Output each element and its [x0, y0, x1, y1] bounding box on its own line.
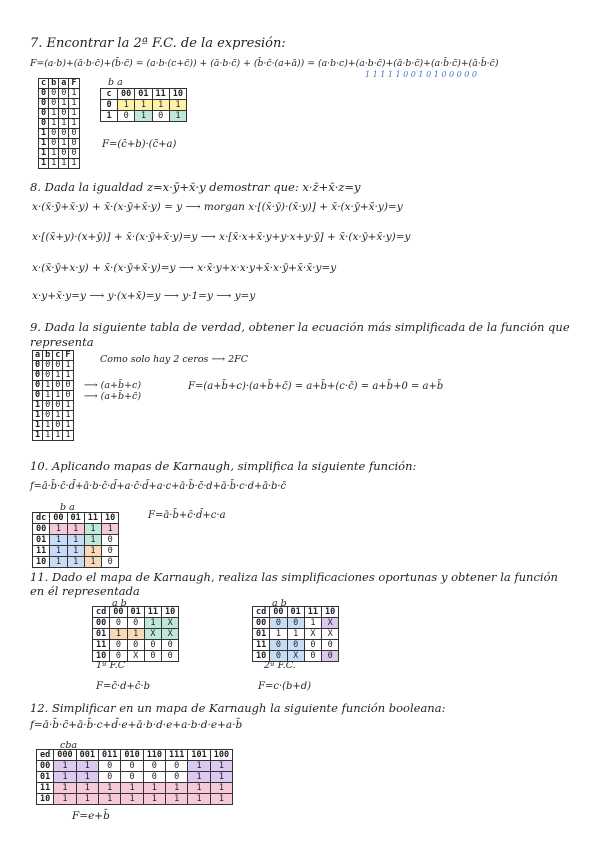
p12-kmap-cell: 1: [76, 772, 98, 783]
p9-truth-header-row: [33, 351, 74, 361]
p12-kmap-cell: 0: [143, 761, 165, 772]
p12-kmap-cell: 1: [121, 794, 143, 805]
p11-title: 11. Dado el mapa de Karnaugh, realiza las simplificaciones oportunas y obtener la función en él representada: [30, 570, 558, 598]
p10-kmap-cell: 1: [50, 546, 67, 557]
p10-result: F=ā·b̄+c̄·d̄+c·a: [148, 510, 226, 521]
p9-truth-cell: 1: [33, 421, 43, 431]
p7-result: F=(c̄+b)·(c̄+a): [102, 139, 177, 150]
p11-kmap1-cell: X: [162, 629, 179, 640]
p11-kmap2-cell: 0: [322, 651, 339, 662]
p10-title: 10. Aplicando mapas de Karnaugh, simplifica la siguiente función:: [30, 459, 417, 473]
p7-truth-cell: 1: [49, 149, 59, 159]
p7-truth-cell: 0: [59, 129, 69, 139]
p10-kmap-cell: 1: [102, 524, 119, 535]
p9-truth-cell: 0: [53, 361, 63, 371]
p12-kmap-cell: 1: [210, 783, 232, 794]
p9-arrow-1: ⟶ (a+b̄+c): [84, 380, 142, 391]
p9-truth-row: [33, 401, 74, 411]
p7-truth-table: [38, 78, 80, 169]
p7-truth-cell: 0: [59, 89, 69, 99]
p7-truth-cell: 0: [39, 109, 49, 119]
p10-kmap-row: [33, 546, 119, 557]
p11-kmap2-header-cell: 01: [287, 607, 304, 618]
p12-kmap-cell: 11: [37, 783, 54, 794]
p11-kmap1-cell: 0: [127, 640, 144, 651]
p12-kmap-header-cell: 011: [98, 750, 120, 761]
p7-truth-cell: 1: [49, 109, 59, 119]
p7-kmap-cell: 0: [101, 100, 118, 111]
p11-label-2: 2ª F.C.: [264, 660, 296, 671]
p12-kmap-cell: 1: [188, 772, 210, 783]
p10-kmap-row: [33, 524, 119, 535]
p9-truth-cell: 1: [63, 361, 73, 371]
p12-kmap-cell: 0: [98, 761, 120, 772]
p7-truth-header-cell: F: [69, 79, 79, 89]
p11-kmap2-cell: 01: [253, 629, 270, 640]
p7-kmap-top-label: b a: [108, 77, 123, 88]
p7-truth-row: [39, 129, 80, 139]
p9-truth-cell: 1: [43, 391, 53, 401]
p9-truth-cell: 0: [53, 381, 63, 391]
p12-kmap-header-cell: 000: [54, 750, 76, 761]
p9-truth-cell: 0: [33, 361, 43, 371]
p10-kmap-cell: 1: [84, 535, 101, 546]
p12-kmap-cell: 0: [166, 772, 188, 783]
p11-map2-top-label: a b: [272, 598, 287, 609]
p9-truth-cell: 0: [43, 361, 53, 371]
p9-truth-cell: 0: [43, 371, 53, 381]
p12-kmap-cell: 1: [98, 783, 120, 794]
p7-truth-cell: 0: [39, 89, 49, 99]
p9-truth-table: [32, 350, 74, 441]
p12-kmap-cell: 10: [37, 794, 54, 805]
p7-truth-cell: 0: [59, 109, 69, 119]
p9-truth-row: [33, 421, 74, 431]
p11-kmap2-cell: X: [287, 651, 304, 662]
p9-truth-row: [33, 391, 74, 401]
p8-line-4: x·y+x̄·y=y ⟶ y·(x+x̄)=y ⟶ y·1=y ⟶ y=y: [32, 290, 256, 302]
p7-truth-cell: 0: [39, 119, 49, 129]
p12-kmap-cell: 1: [76, 794, 98, 805]
p10-kmap-cell: 0: [102, 546, 119, 557]
p12-kmap-cell: 1: [121, 783, 143, 794]
p11-kmap1-cell: 0: [110, 651, 127, 662]
p10-kmap-cell: 1: [67, 524, 84, 535]
p11-kmap1-row: [93, 629, 179, 640]
p11-kmap2-cell: 0: [270, 651, 287, 662]
p12-kmap-cell: 1: [188, 761, 210, 772]
p11-kmap2-cell: 0: [270, 640, 287, 651]
p11-kmap1-cell: 0: [144, 651, 161, 662]
p10-kmap-cell: 1: [67, 546, 84, 557]
p11-kmap2-row: [253, 629, 339, 640]
p9-truth-cell: 1: [33, 431, 43, 441]
p7-title: 7. Encontrar la 2ª F.C. de la expresión:: [30, 36, 286, 51]
p10-kmap-cell: 00: [33, 524, 50, 535]
p11-kmap1-row: [93, 618, 179, 629]
p12-kmap-cell: 0: [121, 772, 143, 783]
p11-kmap1-cell: 0: [127, 618, 144, 629]
p9-note: Como solo hay 2 ceros ⟶ 2FC: [100, 354, 248, 365]
p11-kmap2-cell: 0: [304, 651, 321, 662]
p7-truth-cell: 0: [59, 149, 69, 159]
p12-kmap-cell: 1: [188, 783, 210, 794]
p7-truth-cell: 1: [39, 129, 49, 139]
p9-truth-row: [33, 411, 74, 421]
p10-kmap-top-label: b a: [60, 502, 75, 513]
p12-expression: f=ā·b̄·c̄+ā·b̄·c+d̄·e+ā·b·d·e+a·b·d·e+a·b̄: [30, 719, 243, 731]
p7-truth-cell: 0: [69, 139, 79, 149]
p12-kmap-header-cell: ed: [37, 750, 54, 761]
p9-truth-cell: 1: [33, 411, 43, 421]
p7-kmap-header-cell: c: [101, 89, 118, 100]
p12-kmap-row: [37, 783, 233, 794]
p7-truth-row: [39, 109, 80, 119]
p12-kmap-cell: 1: [210, 794, 232, 805]
p11-kmap1-cell: 1: [110, 629, 127, 640]
p9-truth-cell: 1: [53, 431, 63, 441]
p9-truth-cell: 0: [63, 391, 73, 401]
p7-truth-cell: 1: [69, 159, 79, 169]
p10-kmap-header-cell: 11: [84, 513, 101, 524]
p9-title: 9. Dada la siguiente tabla de verdad, obtener la ecuación más simplificada de la función que representa: [30, 320, 570, 349]
p9-truth-cell: 0: [33, 371, 43, 381]
p12-kmap-row: [37, 761, 233, 772]
p12-kmap-cell: 1: [54, 761, 76, 772]
p11-kmap1-cell: 10: [93, 651, 110, 662]
p7-truth-header-cell: c: [39, 79, 49, 89]
p9-truth-row: [33, 381, 74, 391]
p10-kmap-row: [33, 557, 119, 568]
p12-kmap-cell: 1: [143, 783, 165, 794]
p11-kmap2-cell: 0: [322, 640, 339, 651]
p7-minterms: 1 1 1 1 1 0 0 1 0 1 0 0 0 0 0: [365, 70, 477, 79]
p9-truth-cell: 1: [53, 411, 63, 421]
p11-kmap2-cell: 0: [270, 618, 287, 629]
p10-kmap-cell: 1: [50, 524, 67, 535]
p9-truth-cell: 0: [63, 381, 73, 391]
p7-truth-cell: 1: [49, 159, 59, 169]
p11-kmap2-cell: 1: [304, 618, 321, 629]
p11-kmap1-cell: 0: [110, 640, 127, 651]
p9-truth-cell: 1: [53, 371, 63, 381]
p7-kmap-cell: 1: [118, 100, 135, 111]
p9-truth-cell: 1: [63, 411, 73, 421]
p11-kmap1-header-cell: cd: [93, 607, 110, 618]
p8-line-2: x·[(x̄+y)·(x+ȳ)] + x̄·(x·ȳ+x̄·y)=y ⟶ x·[x̄·x+x̄·y+y·x+y·ȳ] + x̄·(x·ȳ+x̄·y)=y: [32, 231, 411, 243]
p12-kmap-cell: 1: [210, 761, 232, 772]
p9-truth-header-cell: F: [63, 351, 73, 361]
p11-kmap2-header-row: [253, 607, 339, 618]
p9-truth-cell: 1: [53, 391, 63, 401]
p10-kmap-header-cell: dc: [33, 513, 50, 524]
p7-kmap-header-cell: 10: [169, 89, 186, 100]
p12-kmap-row: [37, 794, 233, 805]
p12-kmap-cell: 1: [210, 772, 232, 783]
p7-kmap-header-cell: 11: [152, 89, 169, 100]
p7-kmap: [100, 88, 187, 122]
p12-kmap-header-cell: 111: [166, 750, 188, 761]
p7-truth-cell: 0: [49, 129, 59, 139]
p12-kmap-header-cell: 100: [210, 750, 232, 761]
p10-kmap-cell: 1: [50, 557, 67, 568]
p7-truth-row: [39, 119, 80, 129]
p7-truth-cell: 1: [59, 119, 69, 129]
p7-truth-cell: 1: [69, 109, 79, 119]
p12-kmap-cell: 1: [76, 761, 98, 772]
p7-expression: F=(a·b)+(ā·b·c̄)+(b̄·c̄) = (a·b·(c+c̄)) + (ā·b·c̄) + (b̄·c̄·(a+ā)) = (a·b·c)+(a·b·c̄)+(ā·b·c̄)+(a·b̄·c̄)+(ā·b̄·c̄): [30, 58, 499, 69]
p9-truth-cell: 1: [33, 401, 43, 411]
p12-kmap-header-cell: 110: [143, 750, 165, 761]
p7-truth-cell: 1: [59, 99, 69, 109]
p12-kmap-cell: 1: [54, 772, 76, 783]
p7-truth-header-cell: a: [59, 79, 69, 89]
p10-kmap-cell: 1: [50, 535, 67, 546]
p7-truth-header-row: [39, 79, 80, 89]
p10-kmap-cell: 1: [67, 535, 84, 546]
p9-truth-cell: 0: [43, 411, 53, 421]
p11-kmap-2: [252, 606, 339, 662]
p10-kmap: [32, 512, 119, 568]
p11-kmap2-cell: 0: [287, 618, 304, 629]
p10-kmap-cell: 1: [84, 524, 101, 535]
p10-kmap-cell: 1: [67, 557, 84, 568]
p7-kmap-cell: 0: [118, 111, 135, 122]
p11-kmap2-header-cell: 00: [270, 607, 287, 618]
p7-kmap-cell: 1: [135, 111, 152, 122]
p12-kmap-cell: 00: [37, 761, 54, 772]
p9-truth-cell: 0: [53, 421, 63, 431]
p7-truth-cell: 1: [69, 89, 79, 99]
p7-truth-header-cell: b: [49, 79, 59, 89]
p7-truth-cell: 1: [49, 119, 59, 129]
p12-result: F=e+b̄: [72, 810, 110, 822]
p11-kmap1-cell: 0: [162, 651, 179, 662]
p9-truth-cell: 1: [43, 381, 53, 391]
p12-kmap-cell: 1: [98, 794, 120, 805]
p7-truth-cell: 0: [49, 139, 59, 149]
p12-kmap-cell: 0: [121, 761, 143, 772]
p7-truth-cell: 1: [39, 159, 49, 169]
p10-kmap-cell: 1: [84, 546, 101, 557]
p7-truth-cell: 1: [59, 139, 69, 149]
p11-kmap2-header-cell: 10: [322, 607, 339, 618]
p9-truth-row: [33, 371, 74, 381]
p7-truth-cell: 1: [39, 139, 49, 149]
p10-kmap-header-cell: 01: [67, 513, 84, 524]
p11-kmap1-row: [93, 640, 179, 651]
p7-kmap-row: [101, 100, 187, 111]
p11-kmap2-cell: 11: [253, 640, 270, 651]
p9-truth-header-cell: b: [43, 351, 53, 361]
p12-kmap-cell: 01: [37, 772, 54, 783]
p11-map1-top-label: a b: [112, 598, 127, 609]
p11-kmap2-cell: 10: [253, 651, 270, 662]
p9-truth-cell: 0: [53, 401, 63, 411]
p9-truth-header-cell: c: [53, 351, 63, 361]
p11-kmap2-cell: 1: [270, 629, 287, 640]
p9-truth-cell: 1: [63, 421, 73, 431]
p7-truth-row: [39, 149, 80, 159]
p9-truth-cell: 0: [43, 401, 53, 411]
p8-title: 8. Dada la igualdad z=x·ȳ+x̄·y demostrar que: x·z̄+x̄·z=y: [30, 180, 361, 194]
p11-kmap1-cell: X: [127, 651, 144, 662]
p7-kmap-row: [101, 111, 187, 122]
p7-kmap-header-cell: 01: [135, 89, 152, 100]
p7-truth-cell: 0: [49, 89, 59, 99]
p9-truth-cell: 1: [63, 371, 73, 381]
p7-kmap-cell: 1: [101, 111, 118, 122]
p9-arrow-2: ⟶ (a+b̄+c̄): [84, 391, 142, 402]
p8-line-3: x·(x̄·ȳ+x·y) + x̄·(x·ȳ+x̄·y)=y ⟶ x·x̄·y+x·x·y+x̄·x·ȳ+x̄·x̄·y=y: [32, 262, 337, 274]
p12-kmap-header-cell: 010: [121, 750, 143, 761]
p7-truth-cell: 0: [69, 129, 79, 139]
p10-kmap-cell: 0: [102, 557, 119, 568]
p11-kmap1-cell: 0: [162, 640, 179, 651]
p10-kmap-header-cell: 10: [102, 513, 119, 524]
p9-truth-row: [33, 431, 74, 441]
p7-kmap-header-row: [101, 89, 187, 100]
p11-result-2: F=c·(b+d): [258, 681, 312, 692]
p12-kmap-header-cell: 001: [76, 750, 98, 761]
p11-kmap2-cell: 00: [253, 618, 270, 629]
p12-kmap-header-cell: 101: [188, 750, 210, 761]
p11-kmap1-cell: 01: [93, 629, 110, 640]
p7-kmap-header-cell: 00: [118, 89, 135, 100]
p7-truth-row: [39, 139, 80, 149]
p10-expression: f=ā·b̄·c̄·d̄+ā·b·c̄·d̄+a·c̄·d̄+a·c+ā·b̄·c̄·d+ā·b̄·c·d+ā·b·c̄: [30, 481, 287, 492]
p10-kmap-cell: 01: [33, 535, 50, 546]
p12-kmap-cell: 1: [143, 794, 165, 805]
p11-kmap1-cell: 1: [127, 629, 144, 640]
p11-kmap1-header-cell: 10: [162, 607, 179, 618]
p12-kmap-cell: 0: [98, 772, 120, 783]
p8-line-1: x·(x̄·ȳ̄+x̄·y) + x̄·(x·ȳ+x̄·y) = y ⟶ morgan x·[(x̄·ȳ)·(x̄·y)] + x̄·(x·ȳ+x̄·y)=y: [32, 201, 403, 213]
p12-kmap-cell: 0: [166, 761, 188, 772]
p7-truth-cell: 0: [49, 99, 59, 109]
p7-kmap-cell: 1: [135, 100, 152, 111]
p12-title: 12. Simplificar en un mapa de Karnaugh la siguiente función booleana:: [30, 701, 446, 715]
p7-truth-cell: 1: [69, 119, 79, 129]
p11-kmap1-cell: X: [144, 629, 161, 640]
p11-kmap2-cell: X: [304, 629, 321, 640]
p7-kmap-cell: 1: [169, 100, 186, 111]
p9-truth-row: [33, 361, 74, 371]
p11-kmap2-cell: X: [322, 629, 339, 640]
p10-kmap-cell: 10: [33, 557, 50, 568]
p12-kmap-cell: 0: [143, 772, 165, 783]
p12-kmap-header-row: [37, 750, 233, 761]
p11-kmap1-cell: 0: [144, 640, 161, 651]
p11-kmap1-header-cell: 11: [144, 607, 161, 618]
p12-map-top-label: cba: [60, 740, 78, 751]
p11-kmap1-cell: X: [162, 618, 179, 629]
p9-truth-cell: 1: [63, 431, 73, 441]
p7-kmap-cell: 1: [169, 111, 186, 122]
p11-kmap1-header-row: [93, 607, 179, 618]
p7-kmap-cell: 0: [152, 111, 169, 122]
p9-truth-cell: 0: [33, 381, 43, 391]
p7-truth-cell: 1: [39, 149, 49, 159]
p10-kmap-cell: 11: [33, 546, 50, 557]
p7-truth-cell: 1: [59, 159, 69, 169]
p11-kmap1-header-cell: 01: [127, 607, 144, 618]
p12-kmap-cell: 1: [76, 783, 98, 794]
p9-truth-header-cell: a: [33, 351, 43, 361]
p11-kmap-1: [92, 606, 179, 662]
p9-truth-cell: 0: [33, 391, 43, 401]
p11-kmap2-row: [253, 618, 339, 629]
p11-kmap2-header-cell: cd: [253, 607, 270, 618]
p10-kmap-header-cell: 00: [50, 513, 67, 524]
p7-truth-row: [39, 159, 80, 169]
p11-kmap2-cell: 0: [287, 640, 304, 651]
p9-truth-cell: 1: [43, 431, 53, 441]
p11-kmap2-cell: 0: [304, 640, 321, 651]
p7-kmap-cell: 1: [152, 100, 169, 111]
p9-truth-cell: 1: [63, 401, 73, 411]
p9-truth-cell: 1: [43, 421, 53, 431]
p11-label-1: 1ª F.C: [96, 660, 125, 671]
p7-truth-cell: 0: [39, 99, 49, 109]
p12-kmap-cell: 1: [166, 794, 188, 805]
p10-kmap-row: [33, 535, 119, 546]
p7-truth-row: [39, 89, 80, 99]
p9-result: F=(a+b̄+c)·(a+b̄+c̄) = a+b̄+(c·c̄) = a+b̄+0 = a+b̄: [188, 381, 444, 392]
p11-kmap1-cell: 00: [93, 618, 110, 629]
p7-truth-row: [39, 99, 80, 109]
p10-kmap-cell: 1: [84, 557, 101, 568]
p11-kmap1-cell: 11: [93, 640, 110, 651]
p11-kmap1-cell: 0: [110, 618, 127, 629]
p12-kmap-cell: 1: [54, 794, 76, 805]
p12-kmap-cell: 1: [188, 794, 210, 805]
p10-kmap-header-row: [33, 513, 119, 524]
p11-kmap2-header-cell: 11: [304, 607, 321, 618]
p11-kmap2-cell: 1: [287, 629, 304, 640]
p7-truth-cell: 0: [69, 149, 79, 159]
p7-truth-cell: 1: [69, 99, 79, 109]
p11-kmap2-row: [253, 640, 339, 651]
p11-kmap1-cell: 1: [144, 618, 161, 629]
p10-kmap-cell: 0: [102, 535, 119, 546]
p11-result-1: F=c̄·d+c̄·b: [96, 681, 151, 692]
p11-kmap1-header-cell: 00: [110, 607, 127, 618]
p12-kmap-cell: 1: [166, 783, 188, 794]
p12-kmap-row: [37, 772, 233, 783]
p12-kmap: [36, 749, 233, 805]
p12-kmap-cell: 1: [54, 783, 76, 794]
p11-kmap2-cell: X: [322, 618, 339, 629]
